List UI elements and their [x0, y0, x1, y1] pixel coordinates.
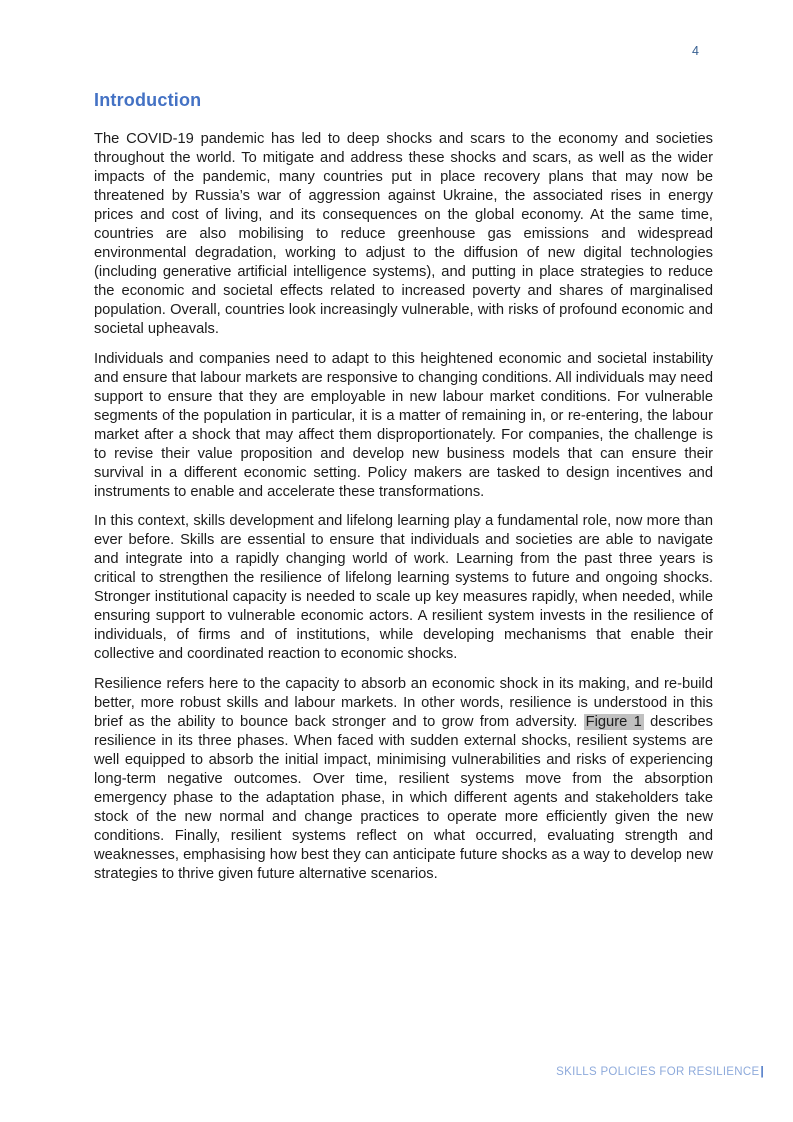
- paragraph-covid-shocks: The COVID-19 pandemic has led to deep shocks and scars to the economy and societies throughout the world. To mitigate and address these shocks and scars, as well as the wider impacts of the pandemic, many countries put in place recovery plans that may now be threatened by Russia’s war of aggression against Ukraine, the associated rises in energy prices and cost of living, and its consequences on the global economy. At the same time, countries are also mobilising to reduce greenhouse gas emissions and widespread environmental degradation, working to adjust to the diffusion of new digital technologies (including generative artificial intelligence systems), and putting in place strategies to reduce the economic and societal effects related to increased poverty and shares of marginalised population. Overall, countries look increasingly vulnerable, with risks of profound economic and societal upheavals.: [94, 131, 713, 337]
- paragraph-resilience-definition: [94, 675, 713, 884]
- paragraph-text-after-figure-ref: describes resilience in its three phases. When faced with sudden external shocks, resilient systems are well equipped to absorb the initial impact, minimising vulnerabilities and risks of experiencing long-term negative outcomes. Over time, resilient systems move from the absorption emergency phase to the adaptation phase, in which different agents and stakeholders take stock of the new normal and change practices to operate more efficiently given the new conditions. Finally, resilient systems reflect on what occurred, evaluating strength and weaknesses, emphasising how best they can anticipate future shocks as a way to develop new strategies to thrive given future alternative scenarios.: [94, 713, 713, 882]
- page-content: [94, 90, 713, 894]
- footer-title: SKILLS POLICIES FOR RESILIENCE: [556, 1066, 760, 1078]
- section-heading: Introduction: [94, 90, 202, 110]
- paragraph-skills-development: In this context, skills development and lifelong learning play a fundamental role, now more than ever before. Skills are essential to ensure that individuals and societies are able to navigate and integrate into a rapidly changing world of work. Learning from the past three years is critical to strengthen the resilience of lifelong learning systems to future and ongoing shocks. Stronger institutional capacity is needed to scale up key measures rapidly, when needed, while ensuring support to vulnerable economic actors. A resilient system invests in the resilience of individuals, of firms and of institutions, while developing mechanisms that enable their collective and coordinated reaction to economic shocks.: [94, 513, 713, 662]
- paragraph-individuals-companies: Individuals and companies need to adapt to this heightened economic and societal instability and ensure that labour markets are responsive to changing conditions. All individuals may need support to ensure that they are employable in new labour market conditions. For vulnerable segments of the population in particular, it is a matter of remaining in, or re-entering, the labour market after a shock that may affect them disproportionately. For companies, the challenge is to revise their value proposition and develop new business models that can ensure their survival in a different economic setting. Policy makers are tasked to design incentives and instruments to enable and accelerate these transformations.: [94, 350, 713, 500]
- paragraph-text-before-figure-ref: Resilience refers here to the capacity to absorb an economic shock in its making, and re-build better, more robust skills and labour markets. In other words, resilience is understood in this brief as the ability to bounce back stronger and to grow from adversity.: [94, 675, 713, 730]
- footer-accent-bar: |: [760, 1066, 764, 1078]
- page-number: 4: [692, 44, 699, 58]
- page-footer: [0, 1066, 764, 1078]
- figure-1-reference[interactable]: Figure 1: [585, 713, 642, 730]
